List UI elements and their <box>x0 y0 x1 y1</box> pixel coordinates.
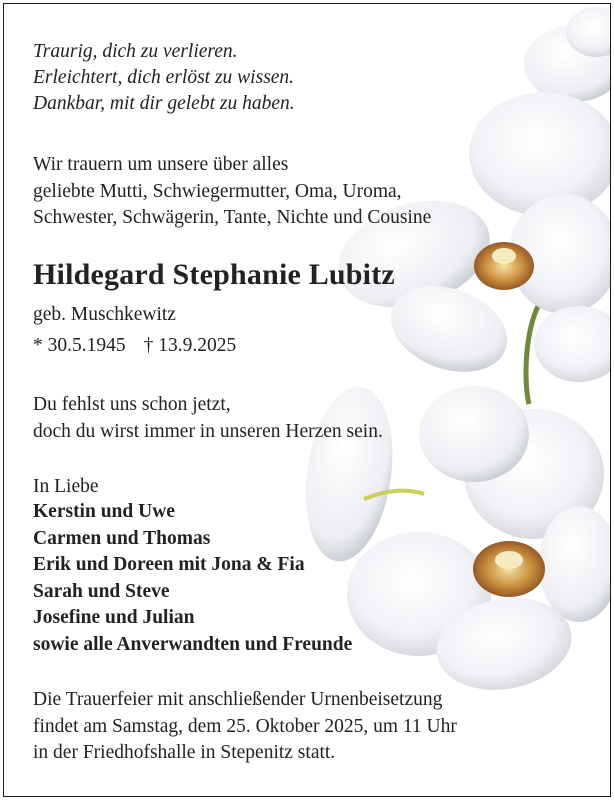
orchid-upper <box>324 92 610 387</box>
family-member: sowie alle Anverwandten und Freunde <box>33 633 353 655</box>
deceased-name: Hildegard Stephanie Lubitz <box>33 258 395 291</box>
family-member: Sarah und Steve <box>33 580 170 602</box>
family-member: Carmen und Thomas <box>33 527 211 549</box>
death-date: † 13.9.2025 <box>143 335 237 356</box>
orchid-bud-top <box>524 7 610 102</box>
family-member: Erik und Doreen mit Jona & Fia <box>33 554 305 575</box>
funeral-notice <box>33 687 457 767</box>
poem <box>33 39 295 117</box>
birth-name: geb. Muschkewitz <box>33 304 176 325</box>
obituary-card <box>3 3 611 797</box>
signoff: In Liebe <box>33 476 99 497</box>
family-list <box>33 499 352 658</box>
message-line: Du fehlst uns schon jetzt, <box>33 394 231 415</box>
funeral-line: in der Friedhofshalle in Stepenitz statt. <box>33 742 336 763</box>
life-dates <box>33 334 236 358</box>
poem-line: Dankbar, mit dir gelebt zu haben. <box>33 93 295 114</box>
family-member: Kerstin und Uwe <box>33 501 175 522</box>
funeral-line: findet am Samstag, dem 25. Oktober 2025, um 11 Uhr <box>33 715 457 737</box>
family-member: Josefine und Julian <box>33 607 195 628</box>
funeral-line: Die Trauerfeier mit anschließender Urnenbeisetzung <box>33 689 443 710</box>
poem-line: Erleichtert, dich erlöst zu wissen. <box>33 67 295 88</box>
farewell-message <box>33 392 383 445</box>
poem-line: Traurig, dich zu verlieren. <box>33 41 238 62</box>
intro-line: Wir trauern um unsere über alles <box>33 154 289 175</box>
intro-line: Schwester, Schwägerin, Tante, Nichte und Cousine <box>33 207 432 228</box>
birth-date: * 30.5.1945 <box>33 335 126 356</box>
message-line: doch du wirst immer in unseren Herzen sein. <box>33 420 383 442</box>
mourning-intro <box>33 152 431 232</box>
intro-line: geliebte Mutti, Schwiegermutter, Oma, Uroma, <box>33 180 402 202</box>
